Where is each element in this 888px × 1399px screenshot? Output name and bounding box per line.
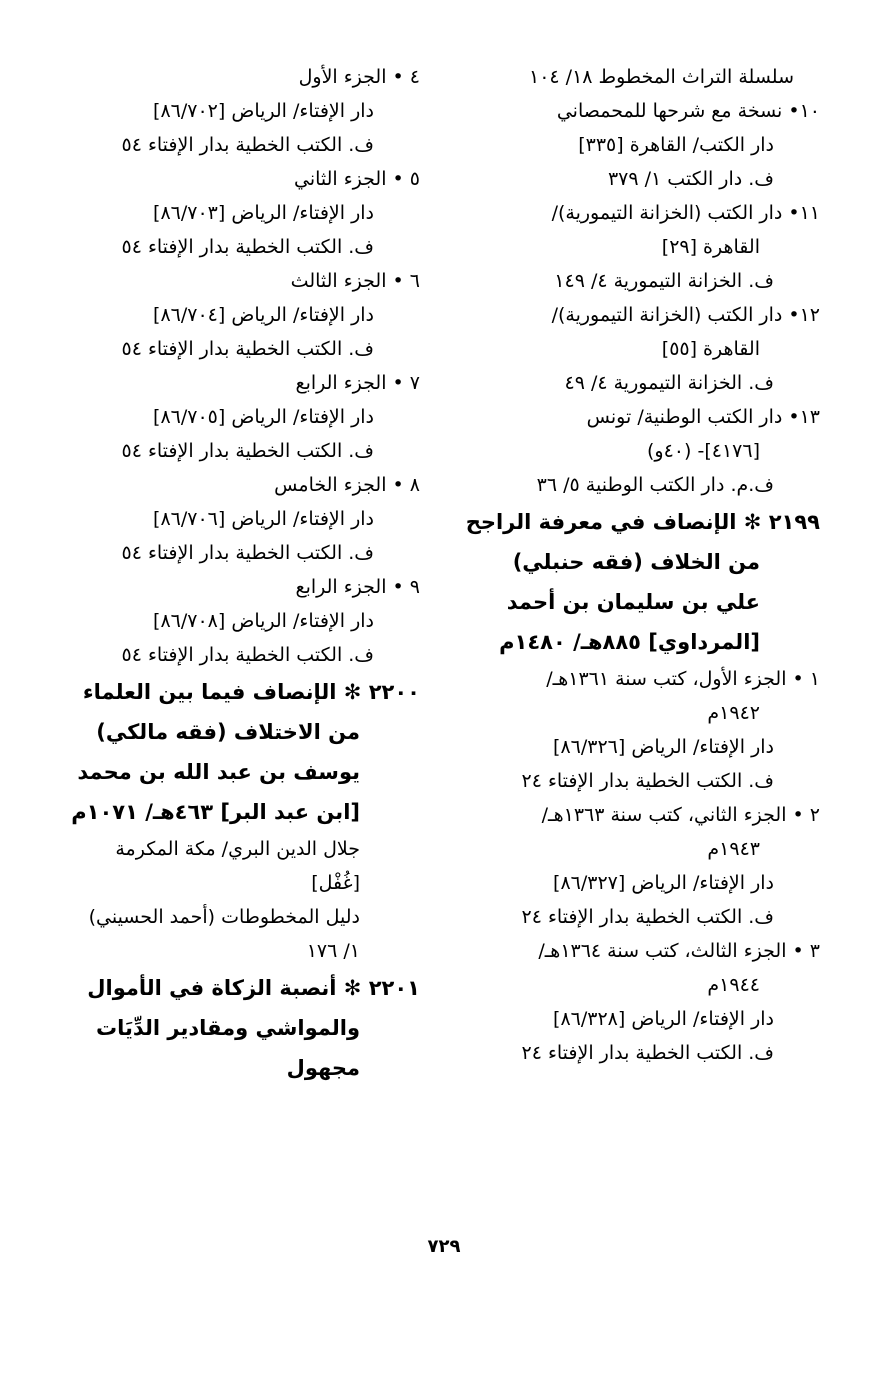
text-line: من الخلاف (فقه حنبلي) — [512, 550, 760, 574]
text-line: ١٩٤٣م — [707, 838, 760, 860]
text-line: ١ • الجزء الأول، كتب سنة ١٣٦١هـ/ — [546, 668, 820, 690]
text-line: ٩ • الجزء الرابع — [295, 576, 420, 598]
text-line: دار الإفتاء/ الرياض [٨٦/٧٠٦] — [153, 508, 374, 530]
text-line: يوسف بن عبد الله بن محمد — [77, 760, 360, 784]
text-line: ٢ • الجزء الثاني، كتب سنة ١٣٦٣هـ/ — [541, 804, 820, 826]
text-line: ١٩٤٢م — [707, 702, 760, 724]
left-column — [70, 60, 420, 1088]
text-line: [المرداوي] ٨٨٥هـ/ ١٤٨٠م — [499, 630, 760, 654]
text-line: والمواشي ومقادير الدِّيَات — [96, 1016, 360, 1040]
text-line: القاهرة [٥٥] — [661, 338, 760, 360]
text-line: دار الكتب/ القاهرة [٣٣٥] — [578, 134, 774, 156]
text-line: القاهرة [٢٩] — [661, 236, 760, 258]
text-line: ٢٢٠١ ✻ أنصبة الزكاة في الأموال — [87, 976, 420, 1000]
text-line: دار الإفتاء/ الرياض [٨٦/٣٢٧] — [553, 872, 774, 894]
text-line: ٣ • الجزء الثالث، كتب سنة ١٣٦٤هـ/ — [538, 940, 820, 962]
text-line: ١٣• دار الكتب الوطنية/ تونس — [586, 406, 820, 428]
text-line: ١٢• دار الكتب (الخزانة التيمورية)/ — [551, 304, 820, 326]
text-line: ١/ ١٧٦ — [306, 940, 360, 962]
text-line: مجهول — [286, 1056, 360, 1080]
text-line: دار الإفتاء/ الرياض [٨٦/٣٢٨] — [553, 1008, 774, 1030]
text-line: من الاختلاف (فقه مالكي) — [96, 720, 360, 744]
text-line: ف.م. دار الكتب الوطنية ٥/ ٣٦ — [536, 474, 774, 496]
text-line: دار الإفتاء/ الرياض [٨٦/٣٢٦] — [553, 736, 774, 758]
text-line: ف. الكتب الخطية بدار الإفتاء ٥٤ — [121, 440, 374, 462]
right-column — [460, 60, 820, 1070]
text-line: دار الإفتاء/ الرياض [٨٦/٧٠٣] — [153, 202, 374, 224]
text-line: دار الإفتاء/ الرياض [٨٦/٧٠٥] — [153, 406, 374, 428]
text-line: [ابن عبد البر] ٤٦٣هـ/ ١٠٧١م — [71, 800, 360, 824]
text-line: ف. دار الكتب ١/ ٣٧٩ — [607, 168, 774, 190]
text-line: دليل المخطوطات (أحمد الحسيني) — [88, 906, 360, 928]
text-line: ف. الخزانة التيمورية ٤/ ١٤٩ — [554, 270, 774, 292]
text-line: ف. الكتب الخطية بدار الإفتاء ٥٤ — [121, 236, 374, 258]
text-line: ١٠• نسخة مع شرحها للمحمصاني — [556, 100, 820, 122]
text-line: ٢١٩٩ ✻ الإنصاف في معرفة الراجح — [465, 510, 820, 534]
text-line: علي بن سليمان بن أحمد — [506, 590, 760, 614]
text-line: جلال الدين البري/ مكة المكرمة — [115, 838, 360, 860]
text-line: ف. الكتب الخطية بدار الإفتاء ٢٤ — [521, 1042, 774, 1064]
text-line: ٤ • الجزء الأول — [298, 66, 420, 88]
text-line: ١١• دار الكتب (الخزانة التيمورية)/ — [551, 202, 820, 224]
text-line: [٤١٧٦]- (٤٠و) — [647, 440, 760, 462]
text-line: ٢٢٠٠ ✻ الإنصاف فيما بين العلماء — [82, 680, 420, 704]
text-line: ٧ • الجزء الرابع — [295, 372, 420, 394]
text-line: ف. الكتب الخطية بدار الإفتاء ٥٤ — [121, 338, 374, 360]
text-line: ف. الكتب الخطية بدار الإفتاء ٢٤ — [521, 906, 774, 928]
text-line: دار الإفتاء/ الرياض [٨٦/٧٠٤] — [153, 304, 374, 326]
text-line: ف. الكتب الخطية بدار الإفتاء ٥٤ — [121, 644, 374, 666]
text-line: دار الإفتاء/ الرياض [٨٦/٧٠٨] — [153, 610, 374, 632]
text-line: ف. الكتب الخطية بدار الإفتاء ٥٤ — [121, 542, 374, 564]
text-line: ٦ • الجزء الثالث — [290, 270, 420, 292]
text-line: ف. الكتب الخطية بدار الإفتاء ٢٤ — [521, 770, 774, 792]
text-line: ف. الكتب الخطية بدار الإفتاء ٥٤ — [121, 134, 374, 156]
text-line: ٨ • الجزء الخامس — [274, 474, 420, 496]
text-line: [غُفْل] — [311, 872, 360, 894]
text-line: سلسلة التراث المخطوط ١٨/ ١٠٤ — [529, 66, 794, 88]
page-number: ٧٢٩ — [427, 1236, 461, 1257]
text-line: ٥ • الجزء الثاني — [293, 168, 420, 190]
text-line: ف. الخزانة التيمورية ٤/ ٤٩ — [564, 372, 774, 394]
text-line: ١٩٤٤م — [707, 974, 760, 996]
text-line: دار الإفتاء/ الرياض [٨٦/٧٠٢] — [153, 100, 374, 122]
